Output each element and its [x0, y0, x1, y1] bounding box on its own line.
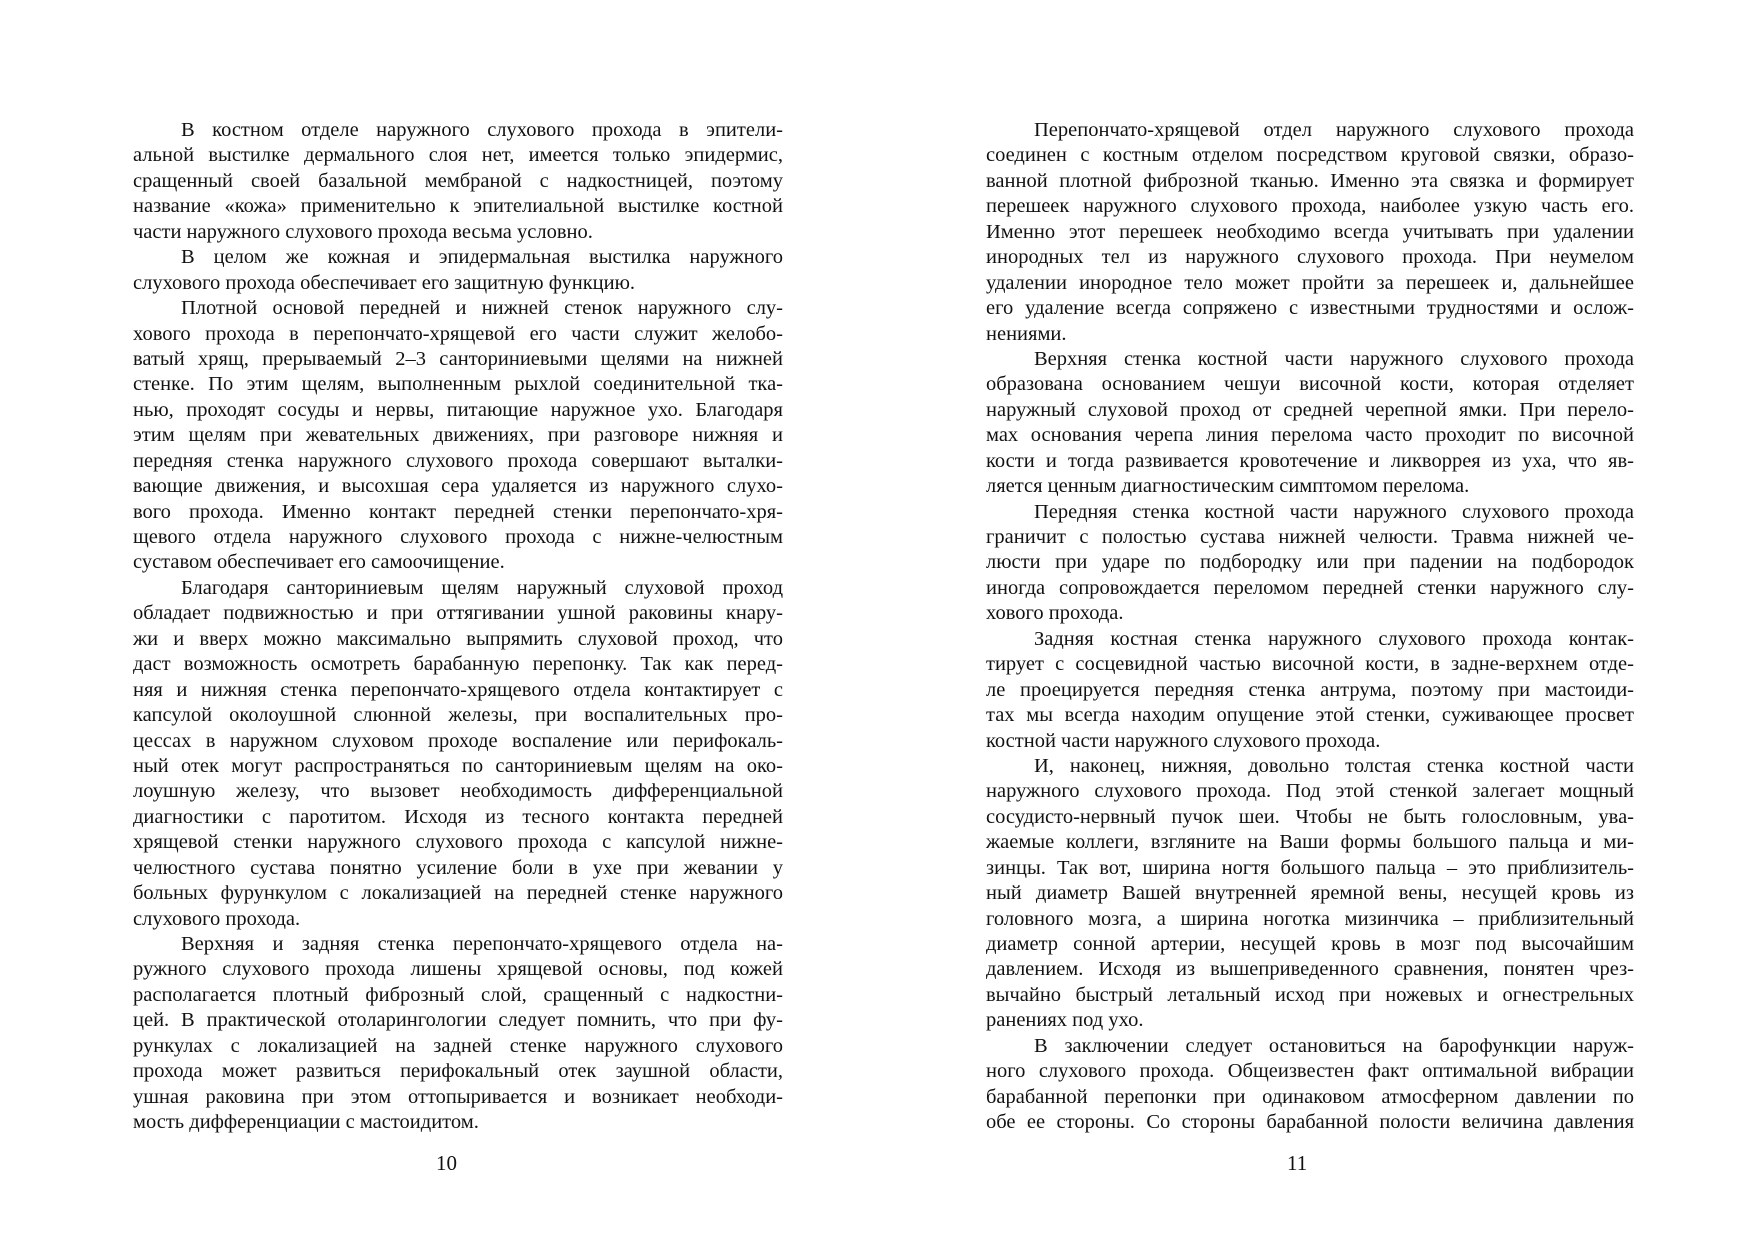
text-line	[986, 398, 1634, 423]
text-line-content: жи и вверх можно максимально выпрямить слуховой проход, что	[133, 627, 783, 650]
text-line-content: цей. В практической отоларингологии следует помнить, что при фу-	[133, 1009, 783, 1032]
text-line-content: образована основанием чешуи височной кости, которая отделяет	[986, 373, 1634, 396]
text-line-content: костной части наружного слухового прохода.	[986, 729, 1381, 752]
text-line-content: хрящевой стенки наружного слухового прохода с капсулой нижне-	[133, 831, 783, 854]
text-line	[986, 754, 1634, 779]
text-line	[986, 143, 1634, 168]
text-line-content: тирует с сосцевидной частью височной кости, в задне-верхнем отде-	[986, 653, 1634, 676]
text-line-content: мость дифференциации с мастоидитом.	[133, 1111, 479, 1134]
text-line-content: обе ее стороны. Со стороны барабанной полости величина давления	[986, 1111, 1634, 1134]
text-line	[133, 805, 783, 830]
text-line-content: хового прохода в перепончато-хрящевой его части служит желобо-	[133, 322, 783, 345]
text-line-content: вого прохода. Именно контакт передней стенки перепончато-хря-	[133, 500, 783, 523]
text-line-content: нью, проходят сосуды и нервы, питающие наружное ухо. Благодаря	[133, 398, 783, 421]
text-line-content: инородных тел из наружного слухового прохода. При неумелом	[986, 246, 1634, 269]
text-line-content: иногда сопровождается переломом передней стенки наружного слу-	[986, 576, 1634, 599]
text-line-content: Благодаря санториниевым щелям наружный слуховой проход	[181, 576, 783, 599]
text-line-content: граничит с полостью сустава нижней челюсти. Травма нижней че-	[986, 526, 1634, 548]
text-line	[133, 525, 783, 550]
text-line-content: цессах в наружном слуховом проходе воспаление или перифокаль-	[133, 729, 783, 752]
text-line	[133, 729, 783, 754]
text-line	[133, 601, 783, 626]
right-page-text	[986, 118, 1634, 1136]
text-line	[133, 830, 783, 855]
text-line-content: тах мы всегда находим опущение этой стенки, суживающее просвет	[986, 704, 1634, 727]
text-line	[133, 474, 783, 499]
text-line	[986, 271, 1634, 296]
text-line	[986, 372, 1634, 397]
text-line	[986, 550, 1634, 575]
text-line	[133, 245, 783, 270]
text-line	[986, 296, 1634, 321]
text-line	[986, 525, 1634, 550]
text-line	[133, 576, 783, 601]
left-page-text	[133, 118, 783, 1136]
text-line-content: суставом обеспечивает его самоочищение.	[133, 551, 505, 574]
text-line-content: ного слухового прохода. Общеизвестен факт оптимальной вибрации	[986, 1060, 1634, 1083]
text-line	[986, 474, 1634, 499]
text-line	[986, 1085, 1634, 1110]
text-line	[986, 856, 1634, 881]
text-line-content: Верхняя стенка костной части наружного слухового прохода	[1034, 347, 1634, 370]
text-line	[986, 1034, 1634, 1059]
text-line	[133, 754, 783, 779]
text-line-content: больных фурункулом с локализацией на передней стенке наружного	[133, 882, 783, 905]
text-line-content: передняя стенка наружного слухового прохода совершают выталки-	[133, 449, 783, 472]
text-line-content: ляется ценным диагностическим симптомом перелома.	[986, 475, 1470, 498]
text-line	[986, 1059, 1634, 1084]
text-line-content: соединен с костным отделом посредством круговой связки, образо-	[986, 144, 1634, 167]
text-line-content: В заключении следует остановиться на барофункции наруж-	[1034, 1034, 1634, 1057]
text-line	[986, 957, 1634, 982]
text-line	[133, 500, 783, 525]
text-line	[133, 347, 783, 372]
text-line-content: этим щелям при жевательных движениях, при разговоре нижняя и	[133, 424, 783, 447]
text-line-content: ранениях под ухо.	[986, 1009, 1144, 1032]
text-line	[986, 449, 1634, 474]
text-line-content: сосудисто-нервный пучок шеи. Чтобы не быть голословным, ува-	[986, 805, 1634, 828]
text-line	[986, 1008, 1634, 1033]
text-line-content: зинцы. Так вот, ширина ногтя большого пальца – это приблизитель-	[986, 856, 1634, 879]
text-line-content: вающие движения, и высохшая сера удаляется из наружного слухо-	[133, 475, 783, 498]
text-line-content: люсти при ударе по подбородку или при падении на подбородок	[986, 551, 1634, 574]
text-line	[133, 678, 783, 703]
text-line	[986, 652, 1634, 677]
text-line	[133, 957, 783, 982]
text-line-content: стенке. По этим щелям, выполненным рыхлой соединительной тка-	[133, 373, 783, 396]
text-line-content: капсулой околоушной слюнной железы, при воспалительных про-	[133, 704, 783, 727]
text-line	[986, 194, 1634, 219]
text-line	[986, 576, 1634, 601]
text-line-content: даст возможность осмотреть барабанную перепонку. Так как перед-	[133, 653, 783, 676]
text-line	[986, 805, 1634, 830]
text-line-content: перешеек наружного слухового прохода, наиболее узкую часть его.	[986, 195, 1634, 218]
text-line	[133, 1085, 783, 1110]
text-line	[986, 423, 1634, 448]
text-line	[133, 779, 783, 804]
text-line	[133, 856, 783, 881]
text-line-content: лоушную железу, что вызовет необходимость дифференциальной	[133, 780, 783, 803]
text-line-content: мах основания черепа линия перелома часто проходит по височной	[986, 424, 1634, 447]
text-line	[986, 601, 1634, 626]
text-line-content: щевого отдела наружного слухового прохода с нижне-челюстным	[133, 526, 783, 548]
text-line-content: Плотной основой передней и нижней стенок наружного слу-	[181, 297, 783, 320]
text-line	[986, 347, 1634, 372]
text-line	[986, 678, 1634, 703]
text-line-content: диагностики с паротитом. Исходя из тесного контакта передней	[133, 805, 783, 828]
text-line	[133, 1110, 783, 1135]
text-line-content: слухового прохода.	[133, 907, 301, 930]
text-line-content: кости и тогда развивается кровотечение и ликворрея из уха, что яв-	[986, 449, 1634, 472]
text-line-content: Перепончато-хрящевой отдел наружного слухового прохода	[1034, 119, 1634, 141]
text-line	[986, 627, 1634, 652]
text-line-content: наружного слухового прохода. Под этой стенкой залегает мощный	[986, 780, 1634, 803]
text-line	[986, 220, 1634, 245]
text-line-content: рункулах с локализацией на задней стенке наружного слухового	[133, 1034, 783, 1057]
text-line	[133, 398, 783, 423]
text-line-content: жаемые коллеги, взгляните на Ваши формы большого пальца и ми-	[986, 831, 1634, 854]
text-line	[986, 1110, 1634, 1135]
text-line-content: диаметр сонной артерии, несущей кровь в мозг под высочайшим	[986, 933, 1634, 955]
text-line	[133, 322, 783, 347]
text-line	[986, 830, 1634, 855]
text-line	[133, 271, 783, 296]
text-line	[133, 932, 783, 957]
text-line-content: ватый хрящ, прерываемый 2–3 санториниевыми щелями на нижней	[133, 347, 783, 370]
text-line	[133, 703, 783, 728]
text-line-content: ванной плотной фиброзной тканью. Именно эта связка и формирует	[986, 169, 1634, 192]
text-line-content: челюстного сустава понятно усиление боли в ухе при жевании у	[133, 856, 783, 879]
text-line	[986, 322, 1634, 347]
text-line-content: ле проецируется передняя стенка антрума, поэтому при мастоиди-	[986, 678, 1634, 701]
text-line	[986, 245, 1634, 270]
text-line-content: вычайно быстрый летальный исход при ножевых и огнестрельных	[986, 983, 1634, 1006]
text-line	[986, 703, 1634, 728]
text-line-content: наружный слуховой проход от средней черепной ямки. При перело-	[986, 398, 1634, 421]
text-line-content: прохода может развиться перифокальный отек заушной области,	[133, 1060, 783, 1083]
text-line-content: удалении инородное тело может пройти за перешеек и, дальнейшее	[986, 271, 1634, 294]
text-line	[133, 1034, 783, 1059]
text-line-content: сращенный своей базальной мембраной с надкостницей, поэтому	[133, 169, 783, 192]
text-line-content: давлением. Исходя из вышеприведенного сравнения, понятен чрез-	[986, 958, 1634, 981]
text-line	[133, 143, 783, 168]
text-line-content: Именно этот перешеек необходимо всегда учитывать при удалении	[986, 220, 1634, 243]
text-line-content: ушная раковина при этом оттопыривается и возникает необходи-	[133, 1085, 783, 1108]
text-line	[986, 907, 1634, 932]
text-line-content: хового прохода.	[986, 602, 1124, 625]
text-line	[986, 881, 1634, 906]
text-line-content: няя и нижняя стенка перепончато-хрящевого отдела контактирует с	[133, 678, 783, 701]
text-line-content: обладает подвижностью и при оттягивании ушной раковины кнару-	[133, 602, 783, 625]
text-line	[986, 118, 1634, 143]
text-line	[986, 779, 1634, 804]
text-line-content: его удаление всегда сопряжено с известными трудностями и ослож-	[986, 297, 1634, 320]
text-line	[986, 500, 1634, 525]
text-line	[133, 169, 783, 194]
text-line-content: название «кожа» применительно к эпителиальной выстилке костной	[133, 195, 783, 218]
page-number-right: 11	[1287, 1151, 1308, 1175]
text-line	[986, 983, 1634, 1008]
text-line-content: ный диаметр Вашей внутренней яремной вены, несущей кровь из	[986, 882, 1634, 905]
text-line	[133, 627, 783, 652]
text-line	[986, 169, 1634, 194]
text-line-content: ный отек могут распространяться по санториниевым щелям на око-	[133, 754, 783, 777]
page-number-left: 10	[436, 1151, 457, 1175]
text-line	[133, 652, 783, 677]
text-line	[133, 550, 783, 575]
text-line-content: Верхняя и задняя стенка перепончато-хрящевого отдела на-	[181, 933, 783, 955]
text-line-content: В костном отделе наружного слухового прохода в эпители-	[181, 119, 783, 141]
text-line-content: Задняя костная стенка наружного слухового прохода контак-	[1034, 627, 1634, 650]
text-line	[133, 983, 783, 1008]
text-line	[133, 1059, 783, 1084]
text-line	[133, 194, 783, 219]
text-line	[986, 932, 1634, 957]
text-line-content: располагается плотный фиброзный слой, сращенный с надкостни-	[133, 983, 783, 1006]
text-line-content: И, наконец, нижняя, довольно толстая стенка костной части	[1034, 754, 1634, 777]
text-line	[133, 220, 783, 245]
right-page	[877, 0, 1754, 1240]
text-line	[133, 881, 783, 906]
text-line-content: альной выстилке дермального слоя нет, имеется только эпидермис,	[133, 144, 783, 167]
text-line-content: слухового прохода обеспечивает его защитную функцию.	[133, 271, 636, 294]
text-line	[133, 118, 783, 143]
text-line-content: барабанной перепонки при одинаковом атмосферном давлении по	[986, 1085, 1634, 1108]
text-line	[133, 449, 783, 474]
text-line-content: части наружного слухового прохода весьма условно.	[133, 220, 593, 243]
text-line	[133, 423, 783, 448]
text-line	[133, 907, 783, 932]
text-line-content: головного мозга, а ширина ноготка мизинчика – приблизительный	[986, 907, 1634, 930]
text-line	[986, 729, 1634, 754]
text-line-content: Передняя стенка костной части наружного слухового прохода	[1034, 500, 1634, 523]
text-line	[133, 1008, 783, 1033]
text-line-content: нениями.	[986, 322, 1067, 345]
text-line	[133, 372, 783, 397]
text-line	[133, 296, 783, 321]
text-line-content: В целом же кожная и эпидермальная выстилка наружного	[181, 246, 783, 269]
text-line-content: ружного слухового прохода лишены хрящевой основы, под кожей	[133, 958, 783, 981]
